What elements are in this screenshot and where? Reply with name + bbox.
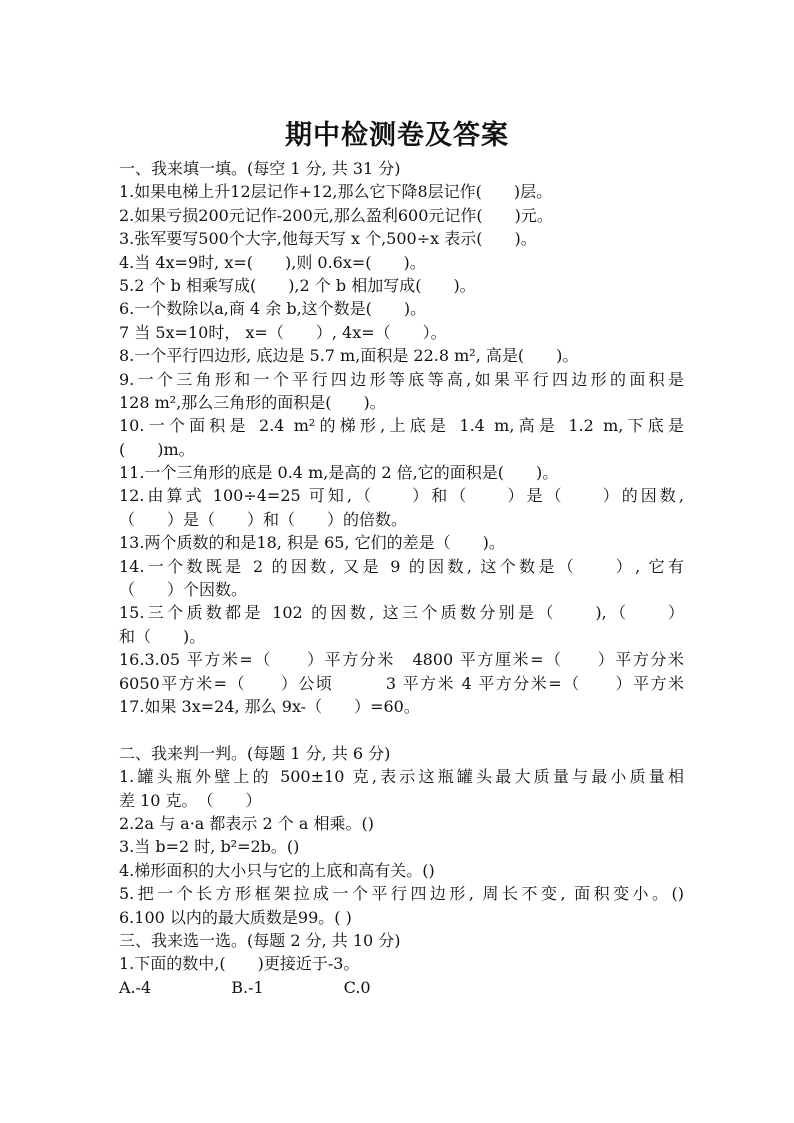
page-title: 期中检测卷及答案	[285, 120, 509, 151]
question-2-5: 5.把一个长方形框架拉成一个平行四边形, 周长不变, 面积变小。()	[119, 884, 684, 904]
question-1-12-part-1: 12.由算式 100÷4=25 可知,（ ）和（ ）是（ ）的因数,	[119, 486, 684, 506]
question-1-16-part-2: 6050平方米=（ ）公顷 3 平方米 4 平方分米=（ ）平方米	[119, 673, 684, 693]
question-1-9-part-2: 128 m²,那么三角形的面积是( )。	[119, 392, 386, 412]
question-2-2: 2.2a 与 a·a 都表示 2 个 a 相乘。()	[119, 813, 374, 833]
question-1-4: 4.当 4x=9时, x=( ),则 0.6x=( )。	[119, 252, 426, 272]
question-1-1: 1.如果电梯上升12层记作+12,那么它下降8层记作( )层。	[119, 182, 553, 202]
question-1-10-part-1: 10.一个面积是 2.4 m²的梯形,上底是 1.4 m,高是 1.2 m,下底是	[119, 416, 684, 436]
question-1-15-part-1: 15.三个质数都是 102 的因数, 这三个质数分别是（ ),（ ）	[119, 603, 684, 623]
question-1-6: 6.一个数除以a,商 4 余 b,这个数是( )。	[119, 299, 427, 319]
question-1-14-part-1: 14.一个数既是 2 的因数, 又是 9 的因数, 这个数是（ ）, 它有	[119, 556, 684, 576]
question-1-3: 3.张军要写500个大字,他每天写 x 个,500÷x 表示( )。	[119, 229, 537, 249]
question-1-15-part-2: 和（ )。	[119, 626, 206, 646]
question-1-5: 5.2 个 b 相乘写成( ),2 个 b 相加写成( )。	[119, 275, 476, 295]
question-1-9-part-1: 9.一个三角形和一个平行四边形等底等高,如果平行四边形的面积是	[119, 369, 684, 389]
question-1-16-part-1: 16.3.05 平方米=（ ）平方分米 4800 平方厘米=（ ）平方分米	[119, 650, 684, 670]
question-2-3: 3.当 b=2 时, b²=2b。()	[119, 837, 300, 857]
section-spacer	[119, 718, 684, 741]
question-1-12-part-2: （ ）是（ ）和（ ）的倍数。	[119, 509, 408, 529]
question-2-1-part-1: 1.罐头瓶外壁上的 500±10 克,表示这瓶罐头最大质量与最小质量相	[119, 767, 684, 787]
section-heading-fill-in: 一、我来填一填。(每空 1 分, 共 31 分)	[119, 159, 401, 178]
question-2-4: 4.梯形面积的大小只与它的上底和高有关。()	[119, 860, 435, 880]
exam-content	[119, 157, 684, 999]
question-3-1-options: A.-4 B.-1 C.0	[119, 977, 371, 997]
question-1-17: 17.如果 3x=24, 那么 9x-（ ）=60。	[119, 696, 420, 716]
section-heading-multiple-choice: 三、我来选一选。(每题 2 分, 共 10 分)	[119, 930, 401, 950]
question-1-14-part-2: （ ）个因数。	[119, 580, 248, 600]
section-heading-true-false: 二、我来判一判。(每题 1 分, 共 6 分)	[119, 743, 391, 763]
question-2-1-part-2: 差 10 克。 （ ）	[119, 790, 262, 810]
question-1-13: 13.两个质数的和是18, 积是 65, 它们的差是（ )。	[119, 533, 505, 553]
question-1-11: 11.一个三角形的底是 0.4 m,是高的 2 倍,它的面积是( )。	[119, 463, 559, 483]
question-2-6: 6.100 以内的最大质数是99。( )	[119, 907, 352, 927]
question-3-1: 1.下面的数中,( )更接近于-3。	[119, 954, 360, 974]
question-1-2: 2.如果亏损200元记作-200元,那么盈利600元记作( )元。	[119, 205, 553, 225]
question-1-8: 8.一个平行四边形, 底边是 5.7 m,面积是 22.8 m², 高是( )。	[119, 346, 579, 366]
question-1-7: 7 当 5x=10时， x=（ ）, 4x=（ ）。	[119, 322, 447, 342]
question-1-10-part-2: ( )m。	[119, 439, 195, 459]
